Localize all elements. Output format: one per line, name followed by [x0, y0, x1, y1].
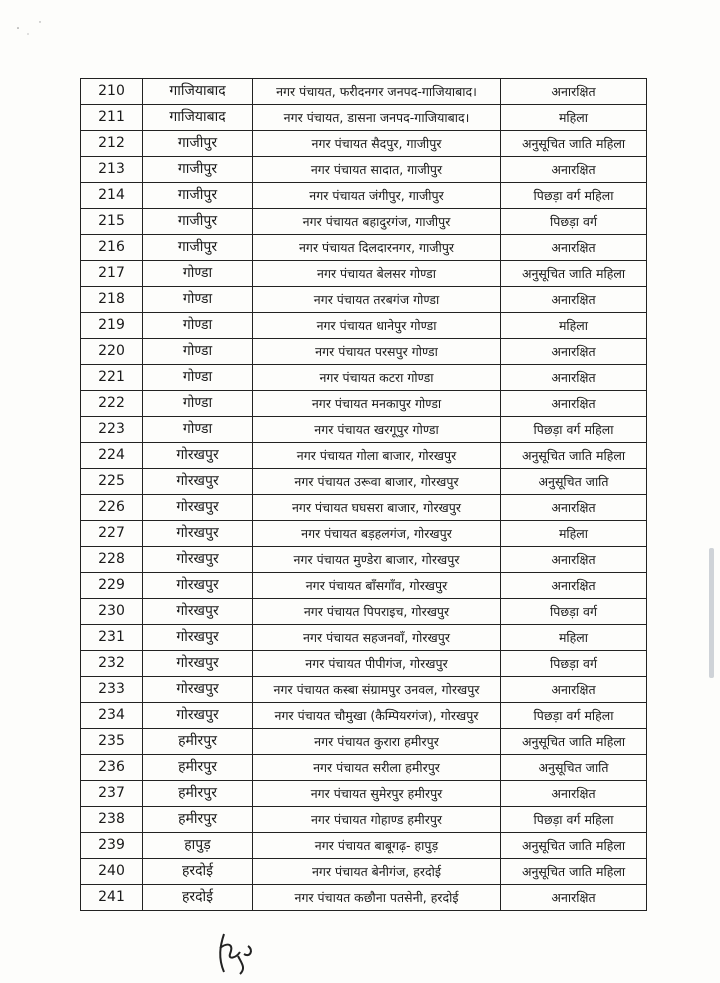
nagar-panchayat-cell: नगर पंचायत तरबगंज गोण्डा	[253, 287, 501, 313]
reservation-category-cell: महिला	[501, 625, 647, 651]
table-row	[81, 157, 647, 183]
table-row	[81, 417, 647, 443]
reservation-category-cell: अनारक्षित	[501, 391, 647, 417]
serial-number-cell: 212	[81, 131, 143, 157]
reservation-category-cell: अनारक्षित	[501, 573, 647, 599]
reservation-category-cell: अनुसूचित जाति महिला	[501, 729, 647, 755]
reservation-table	[80, 78, 647, 911]
serial-number-cell: 237	[81, 781, 143, 807]
table-row	[81, 469, 647, 495]
nagar-panchayat-cell: नगर पंचायत कटरा गोण्डा	[253, 365, 501, 391]
reservation-category-cell: पिछड़ा वर्ग महिला	[501, 417, 647, 443]
table-row	[81, 781, 647, 807]
nagar-panchayat-cell: नगर पंचायत घघसरा बाजार, गोरखपुर	[253, 495, 501, 521]
serial-number-cell: 241	[81, 885, 143, 911]
table-row	[81, 235, 647, 261]
table-row	[81, 131, 647, 157]
reservation-category-cell: पिछड़ा वर्ग महिला	[501, 183, 647, 209]
reservation-category-cell: अनारक्षित	[501, 235, 647, 261]
serial-number-cell: 214	[81, 183, 143, 209]
reservation-category-cell: अनुसूचित जाति	[501, 755, 647, 781]
serial-number-cell: 235	[81, 729, 143, 755]
district-cell: गोरखपुर	[143, 625, 253, 651]
nagar-panchayat-cell: नगर पंचायत गोला बाजार, गोरखपुर	[253, 443, 501, 469]
reservation-category-cell: पिछड़ा वर्ग	[501, 651, 647, 677]
district-cell: गोरखपुर	[143, 469, 253, 495]
serial-number-cell: 223	[81, 417, 143, 443]
reservation-category-cell: अनुसूचित जाति महिला	[501, 833, 647, 859]
nagar-panchayat-cell: नगर पंचायत कस्बा संग्रामपुर उनवल, गोरखपुर	[253, 677, 501, 703]
district-cell: गाजीपुर	[143, 209, 253, 235]
nagar-panchayat-cell: नगर पंचायत पीपीगंज, गोरखपुर	[253, 651, 501, 677]
table-row	[81, 391, 647, 417]
nagar-panchayat-cell: नगर पंचायत चौमुखा (कैम्पियरगंज), गोरखपुर	[253, 703, 501, 729]
reservation-category-cell: अनारक्षित	[501, 781, 647, 807]
district-cell: गोरखपुर	[143, 599, 253, 625]
reservation-category-cell: महिला	[501, 521, 647, 547]
district-cell: गाजीपुर	[143, 131, 253, 157]
district-cell: गाजियाबाद	[143, 105, 253, 131]
serial-number-cell: 227	[81, 521, 143, 547]
district-cell: हरदोई	[143, 859, 253, 885]
table-row	[81, 521, 647, 547]
table-row	[81, 625, 647, 651]
reservation-category-cell: अनारक्षित	[501, 677, 647, 703]
district-cell: गोरखपुर	[143, 703, 253, 729]
district-cell: गोरखपुर	[143, 521, 253, 547]
scan-specks	[0, 0, 60, 60]
table-row	[81, 547, 647, 573]
reservation-category-cell: अनारक्षित	[501, 79, 647, 105]
reservation-category-cell: अनारक्षित	[501, 287, 647, 313]
nagar-panchayat-cell: नगर पंचायत सरीला हमीरपुर	[253, 755, 501, 781]
table-row	[81, 79, 647, 105]
serial-number-cell: 226	[81, 495, 143, 521]
district-cell: गोण्डा	[143, 287, 253, 313]
reservation-category-cell: महिला	[501, 313, 647, 339]
nagar-panchayat-cell: नगर पंचायत परसपुर गोण्डा	[253, 339, 501, 365]
serial-number-cell: 232	[81, 651, 143, 677]
serial-number-cell: 239	[81, 833, 143, 859]
nagar-panchayat-cell: नगर पंचायत बहादुरगंज, गाजीपुर	[253, 209, 501, 235]
table-row	[81, 183, 647, 209]
table-row	[81, 651, 647, 677]
reservation-category-cell: पिछड़ा वर्ग	[501, 209, 647, 235]
table-row	[81, 755, 647, 781]
district-cell: गोण्डा	[143, 261, 253, 287]
district-cell: गाजीपुर	[143, 235, 253, 261]
nagar-panchayat-cell: नगर पंचायत खरगूपुर गोण्डा	[253, 417, 501, 443]
table-row	[81, 443, 647, 469]
reservation-category-cell: पिछड़ा वर्ग महिला	[501, 807, 647, 833]
district-cell: गोरखपुर	[143, 495, 253, 521]
serial-number-cell: 240	[81, 859, 143, 885]
reservation-category-cell: अनुसूचित जाति महिला	[501, 859, 647, 885]
serial-number-cell: 210	[81, 79, 143, 105]
serial-number-cell: 217	[81, 261, 143, 287]
nagar-panchayat-cell: नगर पंचायत उरूवा बाजार, गोरखपुर	[253, 469, 501, 495]
nagar-panchayat-cell: नगर पंचायत मुण्डेरा बाजार, गोरखपुर	[253, 547, 501, 573]
nagar-panchayat-cell: नगर पंचायत पिपराइच, गोरखपुर	[253, 599, 501, 625]
district-cell: हापुड़	[143, 833, 253, 859]
serial-number-cell: 231	[81, 625, 143, 651]
table-row	[81, 599, 647, 625]
serial-number-cell: 215	[81, 209, 143, 235]
reservation-category-cell: अनारक्षित	[501, 157, 647, 183]
table-row	[81, 729, 647, 755]
district-cell: गोण्डा	[143, 313, 253, 339]
table-row	[81, 573, 647, 599]
district-cell: हमीरपुर	[143, 755, 253, 781]
nagar-panchayat-cell: नगर पंचायत, डासना जनपद-गाजियाबाद।	[253, 105, 501, 131]
table-row	[81, 833, 647, 859]
table-row	[81, 703, 647, 729]
table-row	[81, 495, 647, 521]
nagar-panchayat-cell: नगर पंचायत सहजनवाँ, गोरखपुर	[253, 625, 501, 651]
serial-number-cell: 219	[81, 313, 143, 339]
table-row	[81, 677, 647, 703]
handwritten-signature	[210, 928, 270, 978]
district-cell: हमीरपुर	[143, 781, 253, 807]
table-row	[81, 313, 647, 339]
reservation-category-cell: अनुसूचित जाति महिला	[501, 261, 647, 287]
table-row	[81, 885, 647, 911]
serial-number-cell: 222	[81, 391, 143, 417]
nagar-panchayat-cell: नगर पंचायत बड़हलगंज, गोरखपुर	[253, 521, 501, 547]
serial-number-cell: 236	[81, 755, 143, 781]
nagar-panchayat-cell: नगर पंचायत कुरारा हमीरपुर	[253, 729, 501, 755]
reservation-category-cell: अनुसूचित जाति महिला	[501, 131, 647, 157]
table-row	[81, 339, 647, 365]
reservation-table-wrapper	[80, 78, 646, 911]
nagar-panchayat-cell: नगर पंचायत सुमेरपुर हमीरपुर	[253, 781, 501, 807]
serial-number-cell: 230	[81, 599, 143, 625]
nagar-panchayat-cell: नगर पंचायत सादात, गाजीपुर	[253, 157, 501, 183]
reservation-category-cell: महिला	[501, 105, 647, 131]
reservation-category-cell: अनारक्षित	[501, 365, 647, 391]
serial-number-cell: 216	[81, 235, 143, 261]
serial-number-cell: 233	[81, 677, 143, 703]
district-cell: गोरखपुर	[143, 651, 253, 677]
district-cell: गोरखपुर	[143, 443, 253, 469]
district-cell: गोण्डा	[143, 417, 253, 443]
serial-number-cell: 211	[81, 105, 143, 131]
serial-number-cell: 220	[81, 339, 143, 365]
table-body	[81, 79, 647, 911]
reservation-category-cell: अनारक्षित	[501, 885, 647, 911]
nagar-panchayat-cell: नगर पंचायत गोहाण्ड हमीरपुर	[253, 807, 501, 833]
district-cell: हरदोई	[143, 885, 253, 911]
nagar-panchayat-cell: नगर पंचायत जंगीपुर, गाजीपुर	[253, 183, 501, 209]
serial-number-cell: 221	[81, 365, 143, 391]
nagar-panchayat-cell: नगर पंचायत बाबूगढ़- हापुड़	[253, 833, 501, 859]
nagar-panchayat-cell: नगर पंचायत धानेपुर गोण्डा	[253, 313, 501, 339]
serial-number-cell: 224	[81, 443, 143, 469]
nagar-panchayat-cell: नगर पंचायत कछौना पतसेनी, हरदोई	[253, 885, 501, 911]
nagar-panchayat-cell: नगर पंचायत बेनीगंज, हरदोई	[253, 859, 501, 885]
table-row	[81, 209, 647, 235]
table-row	[81, 105, 647, 131]
serial-number-cell: 225	[81, 469, 143, 495]
table-row	[81, 807, 647, 833]
district-cell: हमीरपुर	[143, 729, 253, 755]
reservation-category-cell: पिछड़ा वर्ग	[501, 599, 647, 625]
reservation-category-cell: पिछड़ा वर्ग महिला	[501, 703, 647, 729]
nagar-panchayat-cell: नगर पंचायत, फरीदनगर जनपद-गाजियाबाद।	[253, 79, 501, 105]
nagar-panchayat-cell: नगर पंचायत सैदपुर, गाजीपुर	[253, 131, 501, 157]
district-cell: गाजियाबाद	[143, 79, 253, 105]
nagar-panchayat-cell: नगर पंचायत बेलसर गोण्डा	[253, 261, 501, 287]
district-cell: हमीरपुर	[143, 807, 253, 833]
scan-edge-mark	[709, 548, 714, 678]
district-cell: गाजीपुर	[143, 157, 253, 183]
serial-number-cell: 234	[81, 703, 143, 729]
table-row	[81, 365, 647, 391]
serial-number-cell: 238	[81, 807, 143, 833]
serial-number-cell: 228	[81, 547, 143, 573]
nagar-panchayat-cell: नगर पंचायत मनकापुर गोण्डा	[253, 391, 501, 417]
table-row	[81, 261, 647, 287]
district-cell: गोण्डा	[143, 365, 253, 391]
nagar-panchayat-cell: नगर पंचायत दिलदारनगर, गाजीपुर	[253, 235, 501, 261]
reservation-category-cell: अनारक्षित	[501, 547, 647, 573]
district-cell: गोरखपुर	[143, 573, 253, 599]
reservation-category-cell: अनारक्षित	[501, 495, 647, 521]
reservation-category-cell: अनुसूचित जाति महिला	[501, 443, 647, 469]
district-cell: गोण्डा	[143, 339, 253, 365]
nagar-panchayat-cell: नगर पंचायत बाँसगाँव, गोरखपुर	[253, 573, 501, 599]
serial-number-cell: 229	[81, 573, 143, 599]
reservation-category-cell: अनारक्षित	[501, 339, 647, 365]
table-row	[81, 859, 647, 885]
district-cell: गोरखपुर	[143, 677, 253, 703]
serial-number-cell: 218	[81, 287, 143, 313]
district-cell: गोण्डा	[143, 391, 253, 417]
district-cell: गाजीपुर	[143, 183, 253, 209]
district-cell: गोरखपुर	[143, 547, 253, 573]
reservation-category-cell: अनुसूचित जाति	[501, 469, 647, 495]
serial-number-cell: 213	[81, 157, 143, 183]
table-row	[81, 287, 647, 313]
